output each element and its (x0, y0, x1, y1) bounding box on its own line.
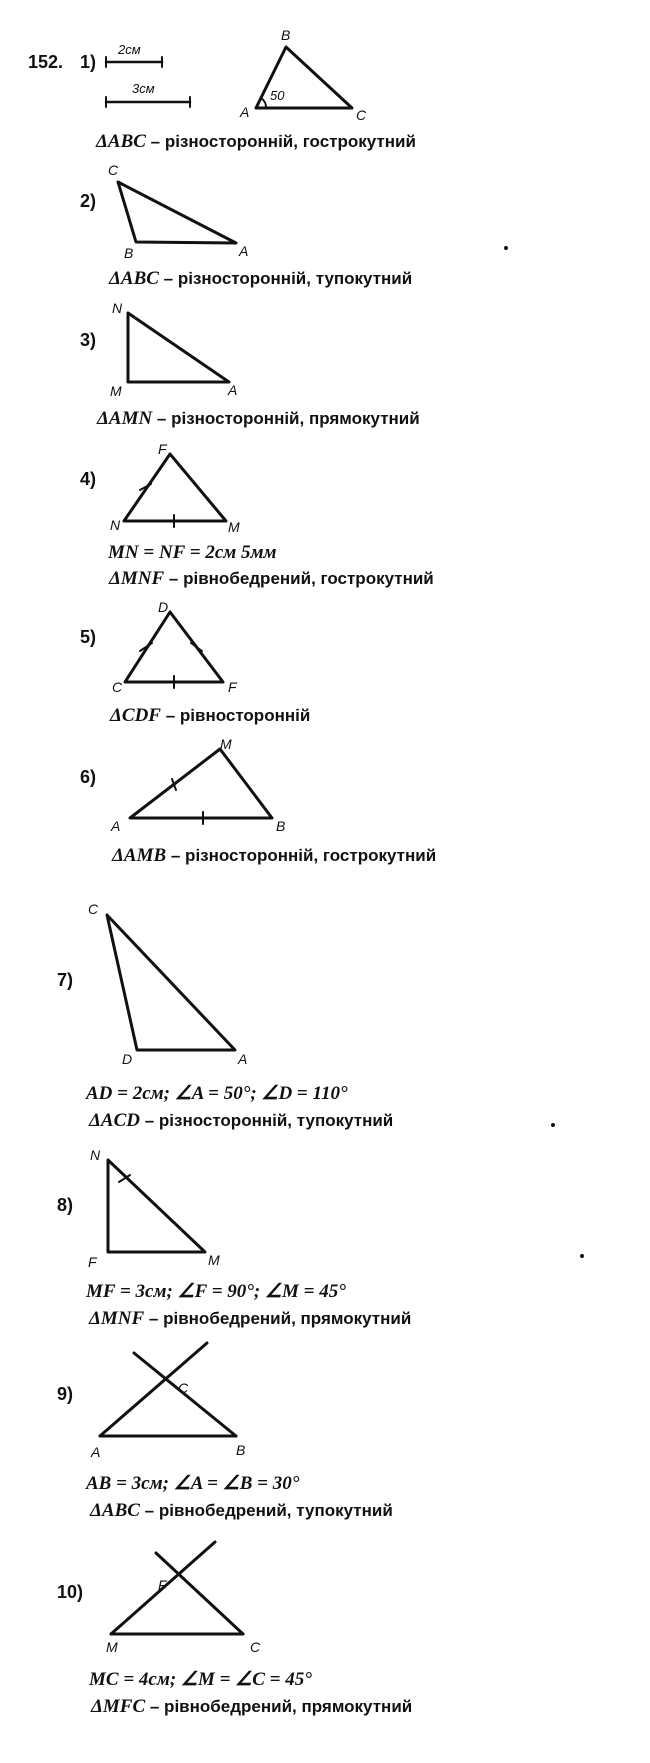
vertex-label: B (124, 245, 134, 261)
given-line (86, 1280, 346, 1303)
item-number: 8) (57, 1195, 74, 1215)
triangle-7 (107, 915, 235, 1050)
triangle-type: – рівносторонній (160, 706, 311, 725)
triangle-type: – рівнобедрений, гострокутний (164, 569, 434, 588)
given-values: MN = NF = 2см 5мм (108, 542, 277, 563)
vertex-label: M (228, 519, 240, 535)
description-line (96, 131, 416, 153)
triangle-name: ΔAMB (112, 845, 167, 866)
given-values: AD = 2см; ∠A = 50°; ∠D = 110° (86, 1083, 348, 1104)
vertex-label: C (88, 901, 99, 917)
vertex-label: N (90, 1147, 101, 1163)
triangle-type: – різносторонній, тупокутний (139, 1111, 394, 1130)
item-number: 10) (57, 1582, 84, 1602)
given-values: AB = 3см; ∠A = ∠B = 30° (86, 1473, 300, 1494)
vertex-label: B (281, 27, 291, 43)
description-line (90, 1500, 393, 1522)
given-values: MC = 4см; ∠M = ∠C = 45° (89, 1669, 312, 1690)
vertex-label: N (112, 300, 123, 316)
item-number: 6) (80, 767, 97, 787)
given-line (86, 1082, 348, 1105)
line-9-ac (100, 1343, 207, 1436)
triangle-name: ΔABC (96, 131, 146, 152)
item-number: 5) (80, 627, 97, 647)
triangle-type: – рівнобедрений, прямокутний (145, 1697, 413, 1716)
triangle-3 (128, 313, 229, 382)
triangle-8 (108, 1160, 205, 1252)
description-line (89, 1308, 411, 1330)
triangle-type: – різносторонній, тупокутний (158, 269, 413, 288)
item-number: 9) (57, 1384, 74, 1404)
triangle-type: – рівнобедрений, тупокутний (139, 1501, 393, 1520)
description-line (109, 568, 434, 590)
given-values: MF = 3см; ∠F = 90°; ∠M = 45° (86, 1281, 346, 1302)
vertex-label: F (228, 679, 237, 695)
vertex-label: C (178, 1380, 189, 1396)
scale-label-2cm: 2см (118, 42, 141, 57)
item-number: 4) (80, 469, 97, 489)
item-number: 2) (80, 191, 97, 211)
vertex-label: A (91, 1444, 101, 1460)
triangle-name: ΔACD (89, 1110, 140, 1131)
triangle-5 (125, 612, 223, 682)
triangle-type: – різносторонній, гострокутний (145, 132, 416, 151)
vertex-label: C (250, 1639, 261, 1655)
vertex-label: D (158, 599, 169, 615)
vertex-label: A (111, 818, 121, 834)
vertex-label: M (208, 1252, 220, 1268)
vertex-label: F (88, 1254, 97, 1270)
triangle-type: – різносторонній, гострокутний (166, 846, 437, 865)
line-10-cf (156, 1553, 243, 1634)
vertex-label: A (240, 104, 250, 120)
vertex-label: C (356, 107, 367, 123)
triangle-type: – рівнобедрений, прямокутний (144, 1309, 412, 1328)
vertex-label: B (276, 818, 286, 834)
item-number: 7) (57, 970, 74, 990)
triangle-2 (118, 182, 236, 243)
vertex-label: C (108, 162, 119, 178)
item-number: 3) (80, 330, 97, 350)
vertex-label: F (158, 441, 167, 457)
description-line (112, 845, 436, 867)
description-line (110, 705, 310, 727)
triangle-name: ΔCDF (110, 705, 161, 726)
vertex-label: M (110, 383, 122, 399)
triangle-4 (124, 454, 226, 521)
triangle-type: – різносторонній, прямокутний (152, 409, 420, 428)
triangle-name: ΔAMN (97, 408, 153, 429)
triangle-name: ΔMNF (109, 568, 165, 589)
vertex-label: C (112, 679, 123, 695)
given-line (108, 542, 277, 564)
description-line (109, 268, 412, 290)
vertex-label: M (220, 736, 232, 752)
item-number: 1) (80, 52, 97, 72)
vertex-label: D (122, 1051, 133, 1067)
vertex-label: A (238, 1051, 248, 1067)
scale-label-3cm: 3см (132, 81, 155, 96)
vertex-label: N (110, 517, 121, 533)
vertex-label: A (228, 382, 238, 398)
given-line (86, 1472, 299, 1495)
triangle-name: ΔABC (90, 1500, 140, 1521)
description-line (97, 408, 420, 430)
description-line (89, 1110, 393, 1132)
description-line (91, 1696, 412, 1718)
given-line (89, 1668, 312, 1691)
triangle-6 (130, 749, 272, 818)
triangle-name: ΔMFC (91, 1696, 146, 1717)
vertex-label: B (236, 1442, 246, 1458)
vertex-label: M (106, 1639, 118, 1655)
triangle-name: ΔMNF (89, 1308, 145, 1329)
triangle-name: ΔABC (109, 268, 159, 289)
vertex-label: F (158, 1577, 167, 1593)
vertex-label: A (239, 243, 249, 259)
angle-label-50: 50 (270, 88, 285, 103)
problem-number: 152. (28, 52, 64, 72)
